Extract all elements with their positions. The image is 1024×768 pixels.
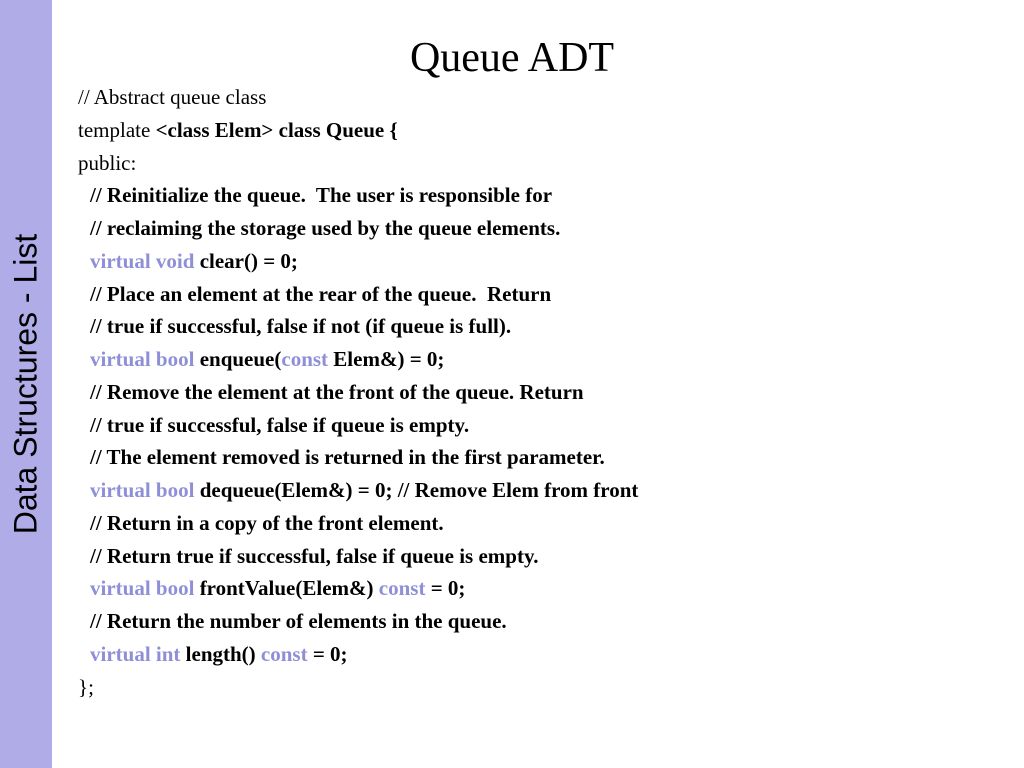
code-line: [78, 477, 638, 510]
code-text: };: [78, 674, 94, 699]
code-text: // Reinitialize the queue. The user is responsible for: [90, 183, 553, 208]
code-keyword: virtual void: [90, 248, 195, 273]
code-text: = 0;: [307, 641, 348, 666]
code-block: [78, 84, 638, 706]
code-line: [78, 543, 638, 576]
code-text: // Remove the element at the front of the queue. Return: [90, 379, 584, 404]
code-line: [78, 248, 638, 281]
code-line: [78, 641, 638, 674]
code-text: // Return the number of elements in the queue.: [90, 609, 507, 633]
code-text: // Place an element at the rear of the queue. Return: [90, 281, 552, 306]
code-text: dequeue(Elem&) = 0; // Remove Elem from front: [194, 478, 639, 502]
code-text: // Return in a copy of the front element.: [90, 510, 444, 535]
code-text: template: [78, 117, 156, 142]
code-text: enqueue(: [194, 347, 282, 371]
code-line: [78, 575, 638, 608]
code-text: public:: [78, 150, 137, 175]
code-text: Elem&) = 0;: [328, 347, 445, 371]
code-line: [78, 412, 638, 445]
code-keyword: virtual int: [90, 641, 181, 666]
code-line: [78, 182, 638, 215]
code-text: <class Elem> class Queue {: [155, 117, 398, 142]
code-keyword: const: [378, 576, 426, 601]
code-line: [78, 215, 638, 248]
code-line: [78, 674, 638, 707]
code-keyword: const: [281, 347, 329, 371]
code-line: [78, 313, 638, 346]
code-text: // reclaiming the storage used by the queue elements.: [90, 216, 561, 240]
code-line: [78, 608, 638, 641]
code-text: // true if successful, false if not (if queue is full).: [90, 314, 512, 339]
code-text: // true if successful, false if queue is empty.: [90, 412, 470, 437]
code-text: frontValue(Elem&): [194, 576, 379, 601]
code-text: length(): [180, 641, 261, 666]
code-text: clear() = 0;: [194, 248, 298, 273]
code-keyword: virtual bool: [90, 347, 195, 371]
code-line: [78, 150, 638, 183]
code-line: [78, 84, 638, 117]
code-line: [78, 117, 638, 150]
sidebar-title: Data Structures - List: [7, 233, 44, 535]
code-keyword: virtual bool: [90, 576, 195, 601]
code-text: // Return true if successful, false if queue is empty.: [90, 543, 539, 568]
code-text: // The element removed is returned in the first parameter.: [90, 445, 605, 470]
sidebar-band: [0, 0, 52, 768]
code-line: [78, 510, 638, 543]
code-keyword: const: [260, 641, 308, 666]
code-text: = 0;: [425, 576, 466, 601]
code-text: // Abstract queue class: [78, 85, 267, 109]
code-line: [78, 379, 638, 412]
slide-title: Queue ADT: [409, 35, 615, 81]
code-line: [78, 444, 638, 477]
code-line: [78, 346, 638, 379]
code-line: [78, 281, 638, 314]
code-keyword: virtual bool: [90, 478, 195, 502]
